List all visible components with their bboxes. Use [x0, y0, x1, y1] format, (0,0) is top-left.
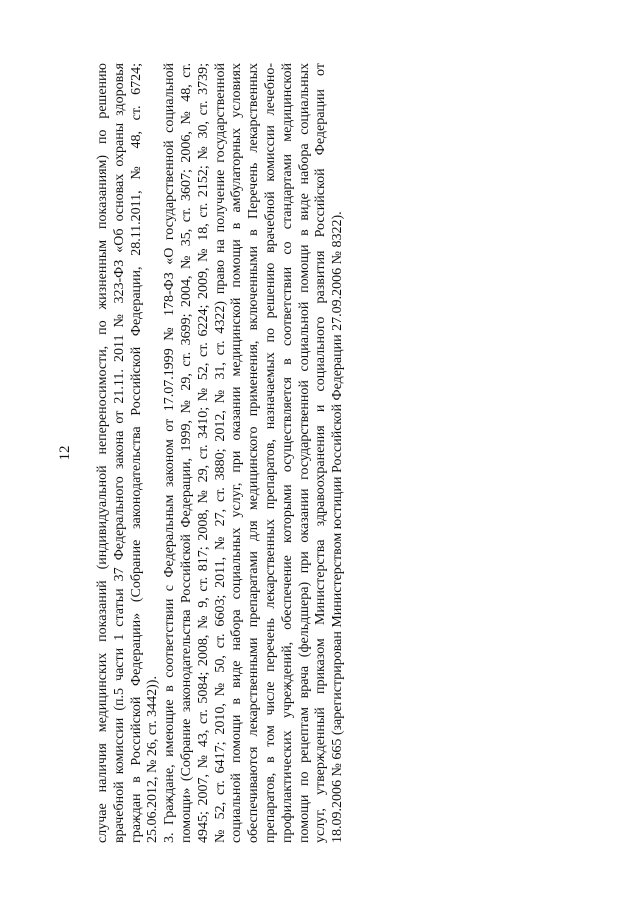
text-line: 3. Граждане, имеющие в соответствии с Федеральным законом от 17.07.1999 № 178-ФЗ «О государственной социальной: [162, 62, 178, 843]
text-line: препаратов, в том числе перечень лекарственных препаратов, назначаемых по решению врачебной комиссии лечебно-: [262, 62, 278, 843]
text-line: № 52, ст. 6417; 2010, № 50, ст. 6603; 2011, № 27, ст. 3880; 2012, № 31, ст. 4322) право на получение государственной: [212, 62, 228, 843]
text-line: социальной помощи в виде набора социальных услуг, при оказании медицинской помощи в амбулаторных условиях: [229, 62, 245, 843]
text-line: профилактических учреждений, обеспечение которыми осуществляется в соответствии со стандартами медицинской: [279, 62, 295, 843]
text-line: случае наличия медицинских показаний (индивидуальной непереносимости, по жизненным показаниям) по решению: [95, 62, 110, 843]
page-number: 12: [57, 445, 73, 460]
text-line: врачебной комиссии (п.5 части 1 статьи 37 Федерального закона от 21.11. 2011 № 323-ФЗ «Об основах охраны здоровья: [111, 62, 127, 843]
text-line: граждан в Российской Федерации» (Собрание законодательства Российской Федерации, 28.11.2011, № 48, ст. 6724;: [128, 62, 144, 843]
text-line: помощи» (Собрание законодательства Российской Федерации, 1999, № 29, ст. 3699; 2004, № 35, ст. 3607; 2006, № 48, ст.: [178, 62, 194, 843]
body-text: [95, 63, 347, 843]
text-line: 25.06.2012, № 26, ст. 3442)).: [145, 675, 161, 843]
rotated-content: [57, 62, 470, 843]
text-line: 18.09.2006 № 665 (зарегистрирован Министерством юстиции Российской Федерации 27.09.2006 № 8322).: [330, 210, 346, 843]
text-line: 4945; 2007, № 43, ст. 5084; 2008, № 9, ст. 817; 2008, № 29, ст. 3410; № 52, ст. 6224; 2009, № 18, ст. 2152; № 30, ст. 3739;: [195, 62, 211, 843]
text-line: услуг, утвержденный приказом Министерства здравоохранения и социального развития Российской Федерации от: [313, 62, 329, 843]
text-line: помощи по рецептам врача (фельдшера) при оказании государственной социальной помощи в виде набора социальных: [296, 62, 312, 843]
text-line: обеспечиваются лекарственными препаратами для медицинского применения, включенными в Перечень лекарственных: [246, 62, 262, 843]
